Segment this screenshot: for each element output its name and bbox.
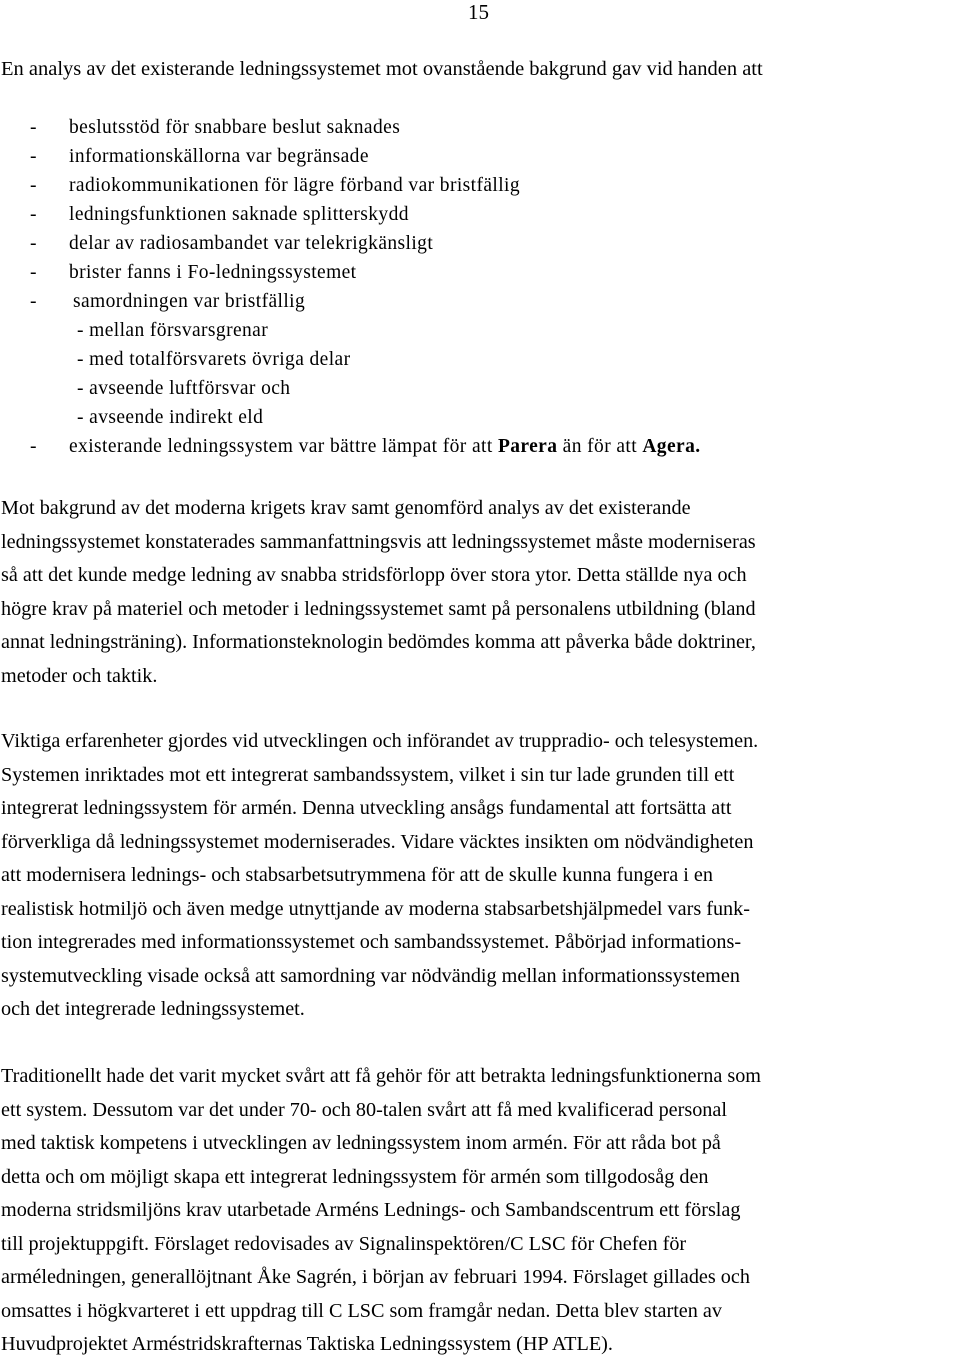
page-number: 15 xyxy=(468,0,489,24)
text-line: högre krav på materiel och metoder i ledningssystemet samt på personalens utbildning (bland xyxy=(1,597,756,620)
text-line: Huvudprojektet Arméstridskrafternas Taktiska Ledningssystem (HP ATLE). xyxy=(1,1333,613,1355)
text-line: systemutveckling visade också att samordning var nödvändig mellan informationssystemen xyxy=(1,964,740,987)
intro-sentence: En analys av det existerande ledningssystemet mot ovanstående bakgrund gav vid handen att xyxy=(1,58,763,80)
list-item-text: samordningen var bristfällig xyxy=(73,291,306,312)
paragraph-experiences xyxy=(1,725,957,1027)
text-line: tion integrerades med informationssystemet och sambandssystemet. Påbörjad informations- xyxy=(1,931,742,953)
text-line: moderna stridsmiljöns krav utarbetade Arméns Lednings- och Sambandscentrum ett förslag xyxy=(1,1199,741,1221)
text-line: ett system. Dessutom var det under 70- och 80-talen svårt att få med kvalificerad personal xyxy=(1,1098,727,1121)
list-item-text: informationskällorna var begränsade xyxy=(69,146,369,167)
list-dash: - xyxy=(30,175,37,196)
text-line: att modernisera lednings- och stabsarbetsutrymmena för att de skulle kunna fungera i en xyxy=(1,864,713,886)
text-line: metoder och taktik. xyxy=(1,664,158,687)
paragraph-tradition xyxy=(1,1060,957,1362)
list-dash: - xyxy=(30,233,37,254)
list-item-text xyxy=(69,432,701,461)
bold-word-parera: Parera xyxy=(497,436,558,457)
list-item-text: beslutsstöd för snabbare beslut saknades xyxy=(69,117,401,138)
list-dash: - xyxy=(30,436,37,457)
text-line: Traditionellt hade det varit mycket svårt att få gehör för att betrakta ledningsfunktionerna som xyxy=(1,1065,761,1087)
list-item-text: ledningsfunktionen saknade splitterskydd xyxy=(69,204,409,225)
sub-list-item-text: - avseende luftförsvar och xyxy=(77,378,291,399)
list-dash: - xyxy=(30,291,37,312)
list-item-text-part: än för att xyxy=(557,436,643,457)
bold-word-agera: Agera. xyxy=(642,436,701,457)
text-line: Viktiga erfarenheter gjordes vid utvecklingen och införandet av truppradio- och telesystemen. xyxy=(1,730,759,752)
text-line: arméledningen, generallöjtnant Åke Sagrén, i början av februari 1994. Förslaget gillades och xyxy=(1,1266,750,1288)
sub-list-item-text: - mellan försvarsgrenar xyxy=(77,320,269,341)
list-item-text: radiokommunikationen för lägre förband var bristfällig xyxy=(69,175,521,196)
sub-list-item-text: - avseende indirekt eld xyxy=(77,407,264,428)
text-line: annat ledningsträning). Informationsteknologin bedömdes komma att påverka både doktriner, xyxy=(1,631,756,653)
text-line: omsattes i högkvarteret i ett uppdrag till C LSC som framgår nedan. Detta blev starten av xyxy=(1,1299,722,1322)
list-dash: - xyxy=(30,204,37,225)
text-line: Mot bakgrund av det moderna krigets krav samt genomförd analys av det existerande xyxy=(1,497,691,519)
paragraph-modernization xyxy=(1,492,957,693)
list-item-text-part: existerande ledningssystem var bättre lämpat för att xyxy=(69,436,498,457)
text-line: och det integrerade ledningssystemet. xyxy=(1,998,305,1020)
list-item-text: brister fanns i Fo-ledningssystemet xyxy=(69,262,357,283)
text-line: integrerat ledningssystem för armén. Denna utveckling ansågs fundamental att fortsätta att xyxy=(1,797,732,819)
list-dash: - xyxy=(30,262,37,283)
text-line: detta och om möjligt skapa ett integrerat ledningssystem för armén som tillgodosåg den xyxy=(1,1165,709,1188)
sub-list-item-text: - med totalförsvarets övriga delar xyxy=(77,349,351,370)
text-line: så att det kunde medge ledning av snabba stridsförlopp över stora ytor. Detta ställde nya och xyxy=(1,564,747,586)
text-line: förverkliga då ledningssystemet moderniserades. Vidare väcktes insikten om nödvändigheten xyxy=(1,830,754,853)
text-line: till projektuppgift. Förslaget redovisades av Signalinspektören/C LSC för Chefen för xyxy=(1,1232,687,1255)
list-dash: - xyxy=(30,146,37,167)
list-dash: - xyxy=(30,117,37,138)
text-line: ledningssystemet konstaterades sammanfattningsvis att ledningssystemet måste moderniseras xyxy=(1,530,756,553)
text-line: med taktisk kompetens i utvecklingen av ledningssystem inom armén. För att råda bot på xyxy=(1,1132,721,1154)
list-item-text: delar av radiosambandet var telekrigkänsligt xyxy=(69,233,434,254)
text-line: realistisk hotmiljö och även medge utnyttjande av moderna stabsarbetshjälpmedel vars funk- xyxy=(1,897,750,920)
text-line: Systemen inriktades mot ett integrerat sambandssystem, vilket i sin tur lade grunden till ett xyxy=(1,763,735,786)
